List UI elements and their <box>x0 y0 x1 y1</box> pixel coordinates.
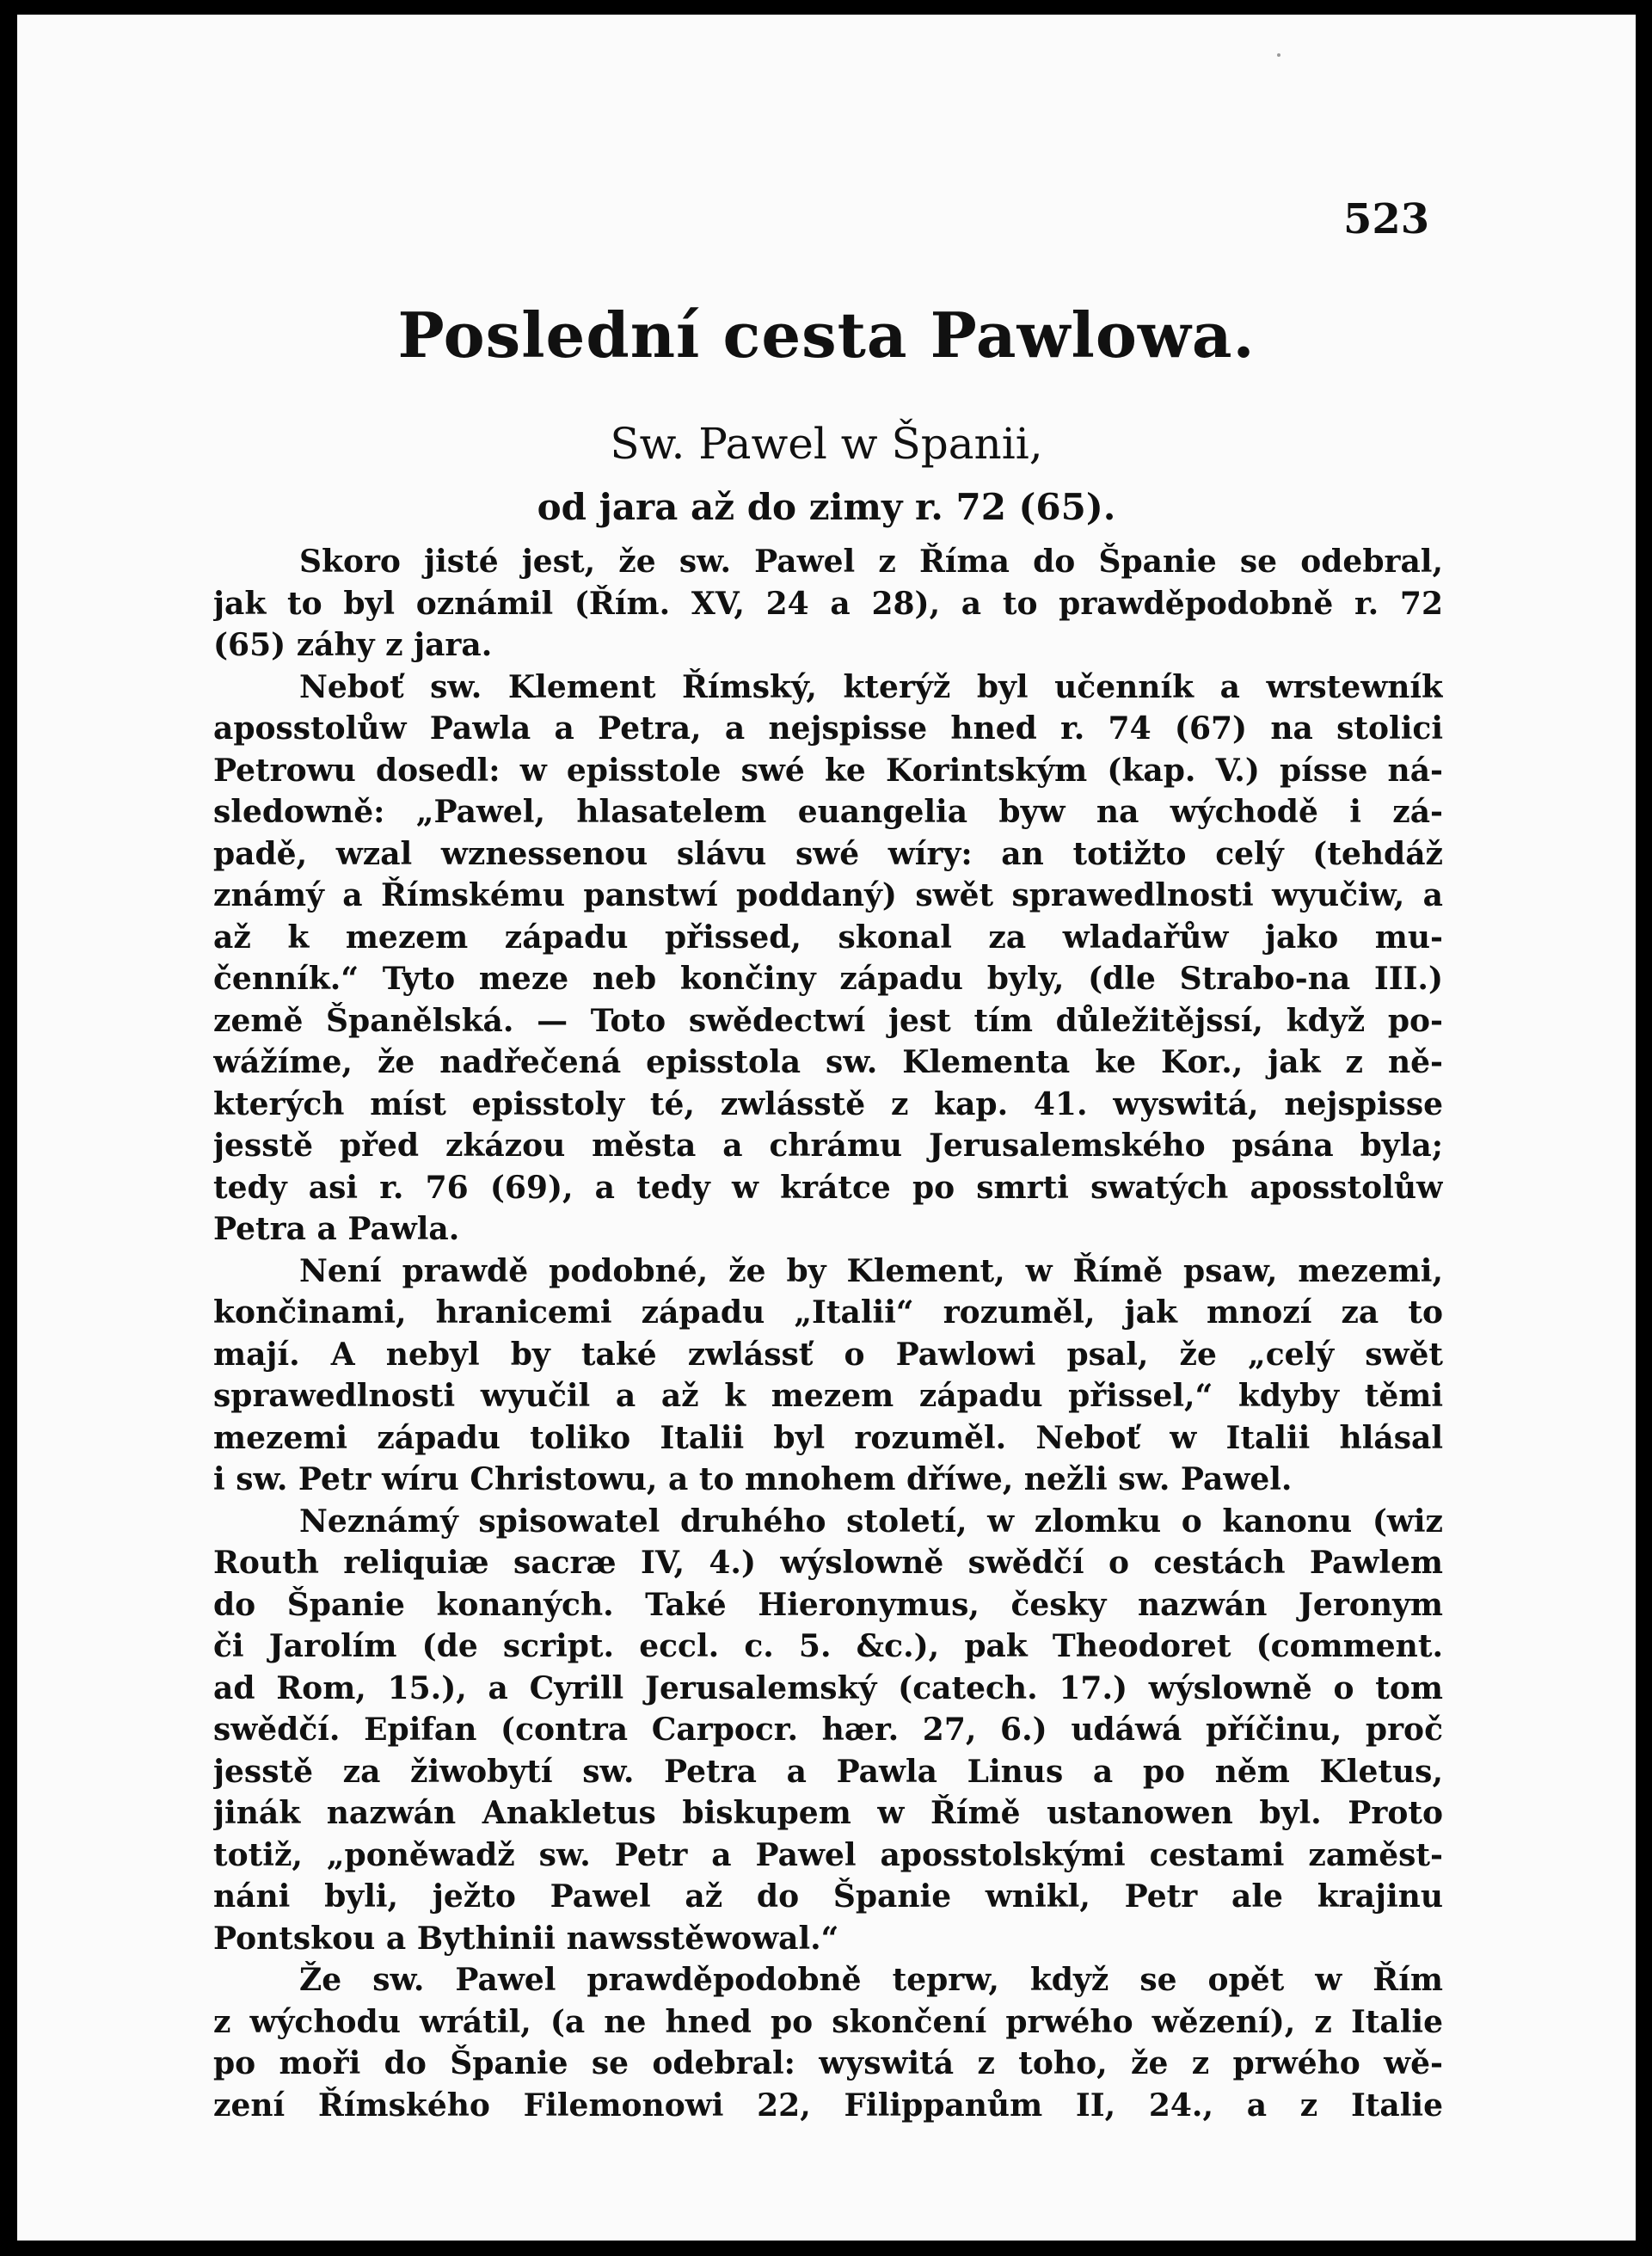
text-line: země Španělská. — Toto swědectwí jest tím důležitějssí, když po- <box>213 1002 1443 1039</box>
text-line: Neboť sw. Klement Římský, kterýž byl učenník a wrstewník <box>299 668 1443 705</box>
text-line: mají. A nebyl by také zwlássť o Pawlowi psal, že „celý swět <box>213 1336 1443 1373</box>
text-line: totiž, „poněwadž sw. Petr a Pawel aposstolskými cestami zaměst- <box>213 1836 1443 1873</box>
text-line: až k mezem západu přissed, skonal za wladařůw jako mu- <box>213 919 1443 956</box>
text-line: Neznámý spisowatel druhého století, w zlomku o kanonu (wiz <box>299 1503 1443 1540</box>
text-line: Petra a Pawla. <box>213 1211 460 1247</box>
document-page <box>17 15 1636 2241</box>
text-line: Skoro jisté jest, že sw. Pawel z Říma do Španie se odebral, <box>299 544 1443 580</box>
text-line: tedy asi r. 76 (69), a tedy w krátce po smrti swatých aposstolůw <box>213 1169 1443 1206</box>
text-line: mezemi západu toliko Italii byl rozuměl. Neboť w Italii hlásal <box>213 1419 1443 1456</box>
section-dateline: od jara až do zimy r. 72 (65). <box>537 486 1116 528</box>
text-line: známý a Římskému panstwí poddaný) swět sprawedlnosti wyučiw, a <box>213 877 1443 913</box>
text-line: Že sw. Pawel prawděpodobně teprw, když se opět w Řím <box>299 1962 1443 1998</box>
text-line: sledowně: „Pawel, hlasatelem euangelia byw na wýchodě i zá- <box>213 794 1443 830</box>
text-line: Není prawdě podobné, že by Klement, w Římě psaw, mezemi, <box>299 1252 1443 1289</box>
text-line: do Španie konaných. Také Hieronymus, česky nazwán Jeronym <box>213 1586 1443 1623</box>
page-number: 523 <box>1343 195 1430 243</box>
text-line: kterých míst episstoly té, zwlásstě z kap. 41. wyswitá, nejspisse <box>213 1085 1443 1122</box>
text-line: čenník.“ Tyto meze neb končiny západu byly, (dle Strabo-na III.) <box>213 961 1443 997</box>
text-line: swědčí. Epifan (contra Carpocr. hær. 27, 6.) udáwá příčinu, proč <box>213 1712 1443 1748</box>
text-line: sprawedlnosti wyučil a až k mezem západu přissel,“ kdyby těmi <box>213 1378 1443 1414</box>
text-line: z wýchodu wrátil, (a ne hned po skončení prwého wězení), z Italie <box>213 2003 1443 2040</box>
text-line: zení Římského Filemonowi 22, Filippanům II, 24., a z Italie <box>213 2087 1443 2124</box>
text-line: (65) záhy z jara. <box>213 627 493 663</box>
text-line: wážíme, že nadřečená episstola sw. Klementa ke Kor., jak z ně- <box>213 1044 1443 1080</box>
body-text <box>213 541 1443 2126</box>
text-line: aposstolůw Pawla a Petra, a nejspisse hned r. 74 (67) na stolici <box>213 710 1443 747</box>
text-line: jesstě před zkázou města a chrámu Jerusalemského psána byla; <box>213 1128 1443 1164</box>
text-line: jinák nazwán Anakletus biskupem w Římě ustanowen byl. Proto <box>213 1795 1443 1831</box>
text-line: po moři do Španie se odebral: wyswitá z toho, že z prwého wě- <box>213 2045 1443 2081</box>
text-line: padě, wzal wznessenou slávu swé wíry: an totižto celý (tehdáž <box>213 835 1443 872</box>
text-line: jak to byl oznámil (Řím. XV, 24 a 28), a to prawděpodobně r. 72 <box>213 585 1443 622</box>
text-line: končinami, hranicemi západu „Italii“ rozuměl, jak mnozí za to <box>213 1294 1443 1331</box>
text-line: náni byli, ježto Pawel až do Španie wnikl, Petr ale krajinu <box>213 1878 1443 1915</box>
section-subtitle: Sw. Pawel w Španii, <box>610 419 1043 469</box>
text-line: či Jarolím (de script. eccl. c. 5. &c.), pak Theodoret (comment. <box>213 1628 1443 1664</box>
text-line: Petrowu dosedl: w episstole swé ke Korintským (kap. V.) písse ná- <box>213 752 1443 789</box>
text-line: jesstě za žiwobytí sw. Petra a Pawla Linus a po něm Kletus, <box>213 1753 1443 1790</box>
chapter-title: Poslední cesta Pawlowa. <box>397 298 1256 372</box>
speck <box>1277 53 1280 57</box>
text-line: ad Rom, 15.), a Cyrill Jerusalemský (catech. 17.) wýslowně o tom <box>213 1669 1443 1706</box>
text-line: Pontskou a Bythinii nawsstěwowal.“ <box>213 1920 839 1957</box>
text-line: i sw. Petr wíru Christowu, a to mnohem dříwe, nežli sw. Pawel. <box>213 1461 1293 1497</box>
text-line: Routh reliquiæ sacræ IV, 4.) wýslowně swědčí o cestách Pawlem <box>213 1545 1443 1581</box>
